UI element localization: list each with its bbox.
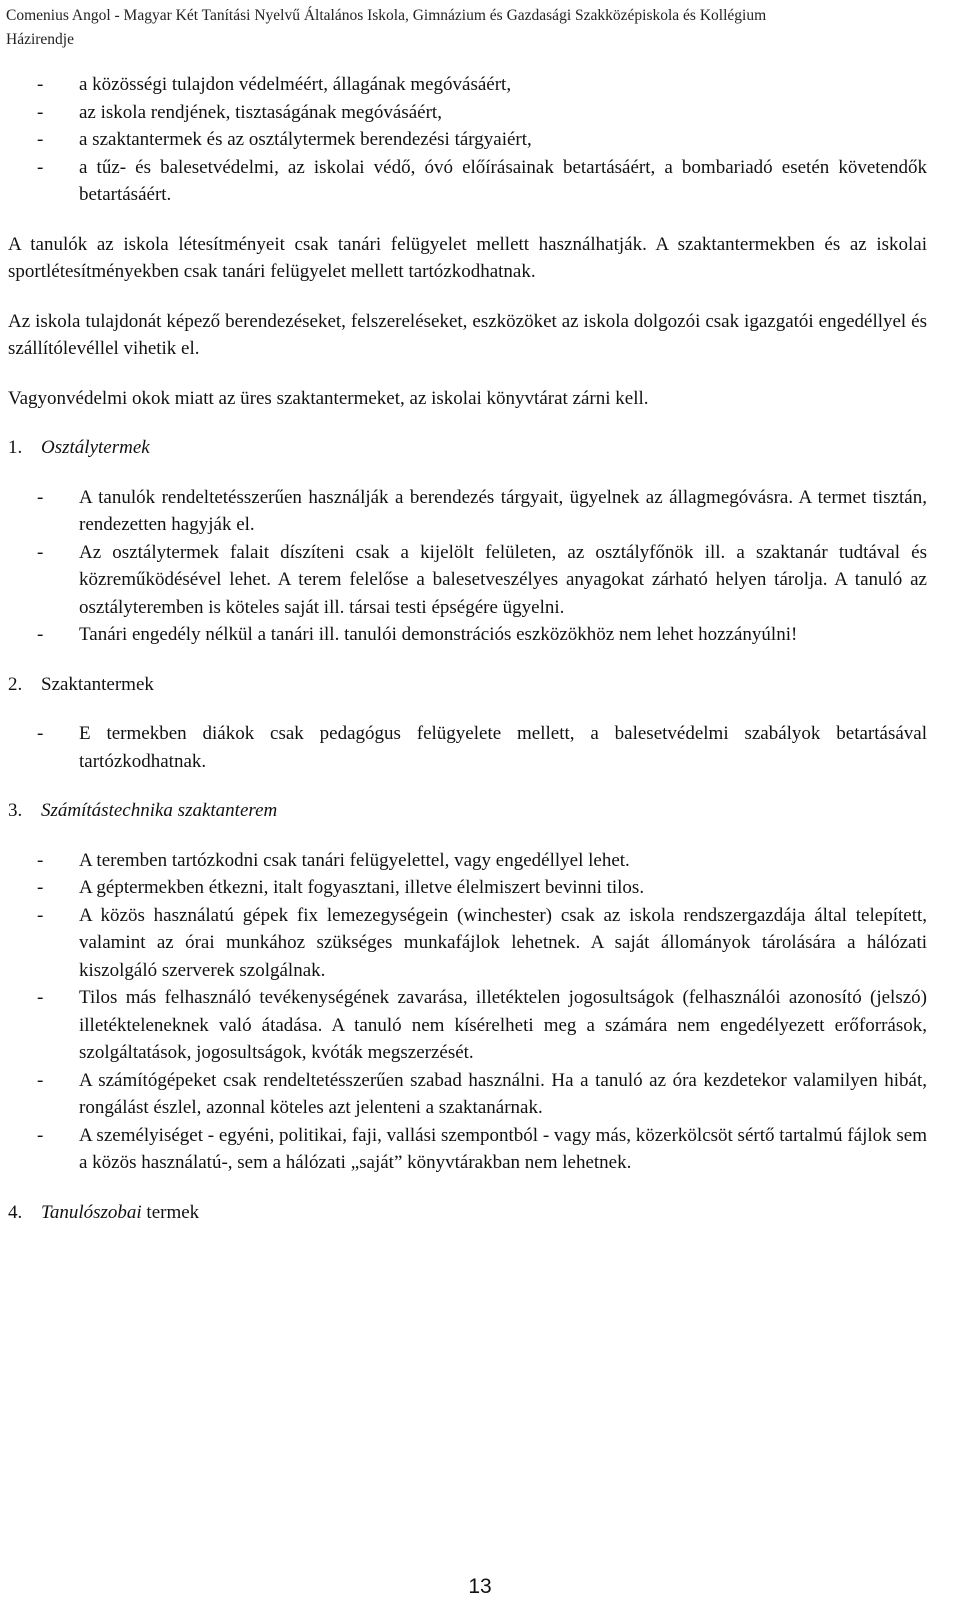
section-number: 3. [8, 800, 23, 821]
paragraph-security: Vagyonvédelmi okok miatt az üres szaktantermeket, az iskolai könyvtárat zárni kell. [8, 387, 649, 409]
list-item: - a szaktantermek és az osztálytermek berendezési tárgyaiért, [8, 126, 927, 154]
section-number: 1. [8, 437, 23, 458]
header-document-title: Házirendje [6, 31, 74, 48]
bullet-dash: - [37, 1069, 44, 1091]
list-item: - E termekben diákok csak pedagógus felügyelete mellett, a balesetvédelmi szabályok betartásával tartózkodhatnak. [8, 720, 927, 775]
section-title: Osztálytermek [41, 437, 150, 458]
bullet-dash: - [37, 904, 44, 926]
list-item: - Tanári engedély nélkül a tanári ill. tanulói demonstrációs eszközökhöz nem lehet hozzányúlni! [8, 621, 927, 649]
list-item: - A személyiséget - egyéni, politikai, faji, vallási szempontból - vagy más, közerkölcsöt sértő tartalmú fájlok sem a közös használatú-, sem a hálózati „saját” könyvtárakban nem lehetnek. [8, 1122, 927, 1177]
section-number: 2. [8, 673, 23, 695]
bullet-dash: - [37, 541, 44, 563]
list-item: - A közös használatú gépek fix lemezegységein (winchester) csak az iskola rendszergazdája által telepített, valamint az órai munkához szükséges munkafájlok lehetnek. A saját állományok tárolására a hálózati kiszolgáló szerverek szolgálnak. [8, 902, 927, 985]
paragraph-supervision: A tanulók az iskola létesítményeit csak tanári felügyelet mellett használhatják. A szaktantermekben és az iskolai sportlétesítményekben csak tanári felügyelet mellett tartózkodhatnak. [8, 233, 927, 282]
list-item: - a közösségi tulajdon védelméért, állagának megóvásáért, [8, 71, 927, 99]
paragraph-property: Az iskola tulajdonát képező berendezéseket, felszereléseket, eszközöket az iskola dolgozói csak igazgatói engedéllyel és szállítólevéllel vihetik el. [8, 310, 927, 359]
bullet-dash: - [37, 486, 44, 508]
header-school-name: Comenius Angol - Magyar Két Tanítási Nyelvű Általános Iskola, Gimnázium és Gazdasági Szakközépiskola és Kollégium [6, 7, 767, 24]
list-item: - A géptermekben étkezni, italt fogyasztani, illetve élelmiszert bevinni tilos. [8, 874, 927, 902]
list-item: - a tűz- és balesetvédelmi, az iskolai védő, óvó előírásainak betartásáért, a bombariadó esetén követendők betartásáért. [8, 154, 927, 209]
bullet-dash: - [37, 877, 44, 898]
bullet-dash: - [37, 987, 44, 1008]
list-item: - Az osztálytermek falait díszíteni csak a kijelölt felületen, az osztályfőnök ill. a szaktanár tudtával és közreműködésével lehet. A terem felelőse a balesetveszélyes anyagokat zárható helyen tárolja. A tanuló az osztályteremben is köteles saját ill. társai testi épségére ügyelni. [8, 539, 927, 622]
bullet-dash: - [37, 156, 44, 178]
bullet-dash: - [37, 849, 44, 871]
section-number: 4. [8, 1201, 23, 1223]
section-title: Szaktantermek [41, 673, 154, 695]
section-heading-tanuloszobai [8, 1199, 927, 1227]
section-heading-szaktantermek [8, 671, 927, 699]
section-2-bullet-list [8, 720, 927, 775]
list-item: - az iskola rendjének, tisztaságának megóvásáért, [8, 99, 927, 127]
list-item: - A számítógépeket csak rendeltetésszerűen szabad használni. Ha a tanuló az óra kezdetekor valamilyen hibát, rongálást észlel, azonnal köteles azt jelenteni a szaktanárnak. [8, 1067, 927, 1122]
bullet-dash: - [37, 101, 44, 123]
intro-bullet-list [8, 71, 927, 209]
section-title [41, 1199, 199, 1227]
bullet-dash: - [37, 74, 44, 95]
section-heading-osztalytermek [8, 434, 927, 462]
list-item: - A tanulók rendeltetésszerűen használják a berendezés tárgyait, ügyelnek az állagmegóvásra. A termet tisztán, rendezetten hagyják el. [8, 484, 927, 539]
document-body [8, 71, 927, 1226]
section-title-italic-part: Tanulószobai [41, 1201, 142, 1223]
bullet-dash: - [37, 1124, 44, 1146]
bullet-dash: - [37, 723, 44, 744]
section-1-bullet-list [8, 484, 927, 649]
list-item: - A teremben tartózkodni csak tanári felügyelettel, vagy engedéllyel lehet. [8, 847, 927, 875]
section-title: Számítástechnika szaktanterem [41, 800, 278, 821]
bullet-dash: - [37, 129, 44, 150]
list-item: - Tilos más felhasználó tevékenységének zavarása, illetéktelen jogosultságok (felhasználói azonosító (jelszó) illetékteleneknek való átadása. A tanuló nem kísérelheti meg a számára nem engedélyezett erőforrások, szolgáltatások, jogosultságok, kvóták megszerzését. [8, 984, 927, 1067]
page-header [6, 4, 956, 52]
page-number: 13 [468, 1575, 492, 1598]
section-heading-szamitastechnika [8, 797, 927, 825]
bullet-dash: - [37, 624, 44, 645]
section-title-rest: termek [141, 1201, 200, 1223]
section-3-bullet-list [8, 847, 927, 1177]
